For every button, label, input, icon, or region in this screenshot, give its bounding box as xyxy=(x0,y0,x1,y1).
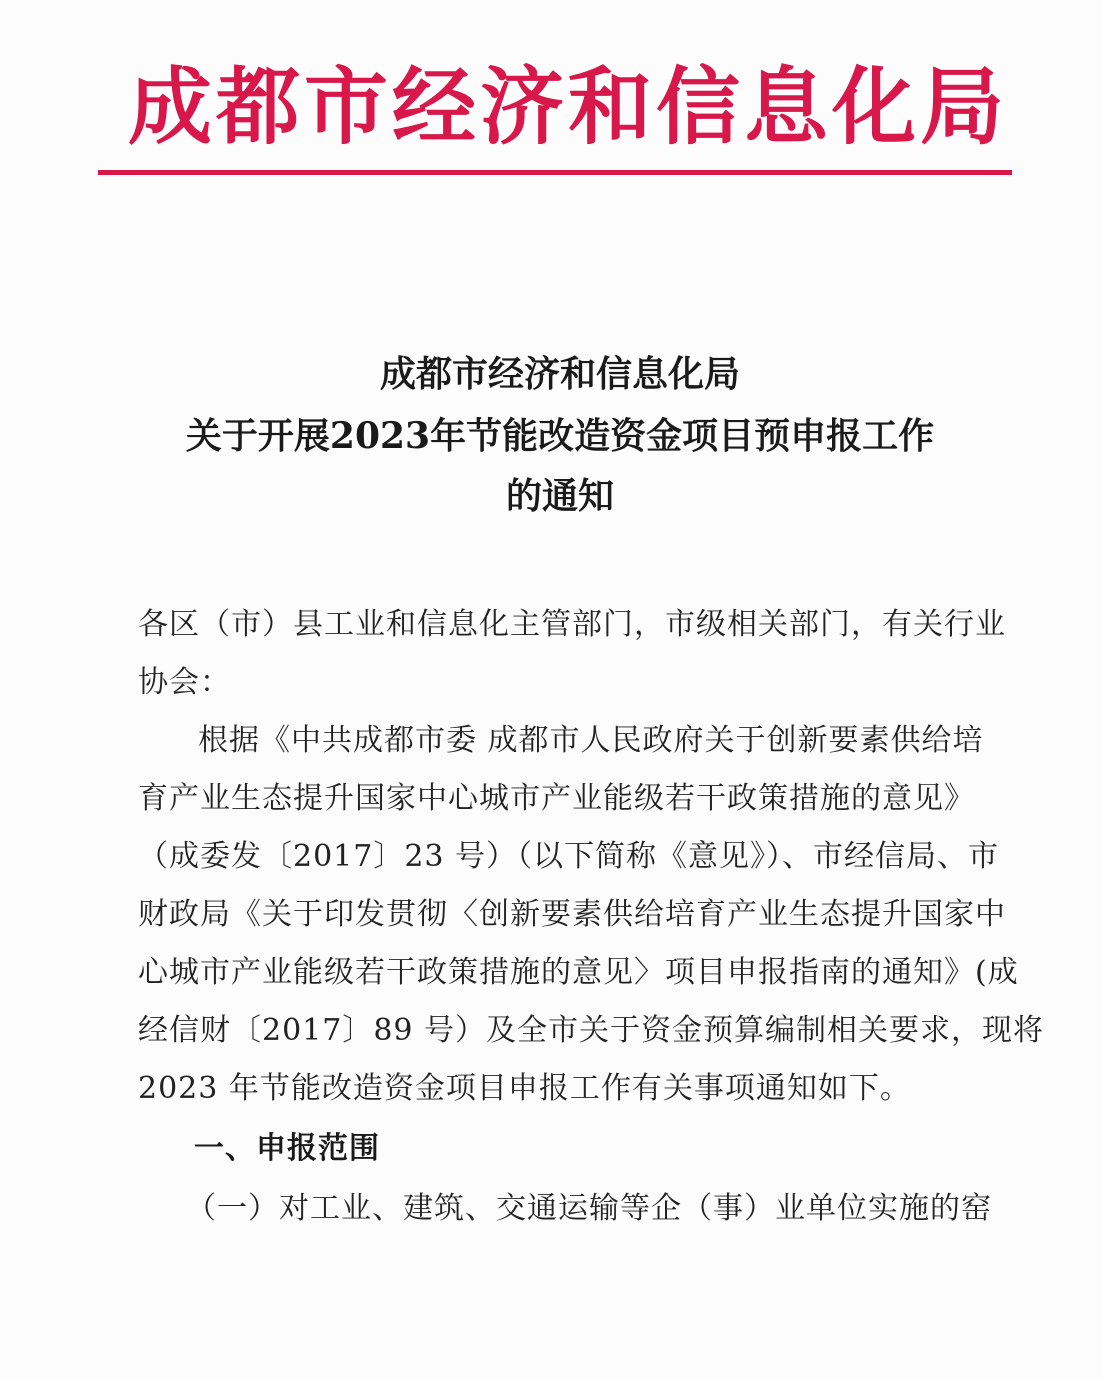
title-line-2: 关于开展2023年节能改造资金项目预申报工作 xyxy=(185,415,935,457)
title-line-1: 成都市经济和信息化局 xyxy=(379,353,740,395)
body-line: 协会： xyxy=(138,665,231,700)
body-line: 财政局《关于印发贯彻〈创新要素供给培育产业生态提升国家中 xyxy=(138,897,1006,932)
document-body xyxy=(138,596,1045,1236)
section-first-line: （一）对工业、建筑、交通运输等企（事）业单位实施的窑 xyxy=(186,1191,992,1226)
masthead-red-rule xyxy=(98,170,1012,175)
section-heading: 一、申报范围 xyxy=(194,1131,380,1166)
body-line: 根据《中共成都市委 成都市人民政府关于创新要素供给培 xyxy=(198,723,984,758)
body-line: 各区（市）县工业和信息化主管部门，市级相关部门，有关行业 xyxy=(138,607,1006,642)
body-line: 心城市产业能级若干政策措施的意见〉项目申报指南的通知》(成 xyxy=(138,955,1019,990)
body-line: 育产业生态提升国家中心城市产业能级若干政策措施的意见》 xyxy=(138,781,975,816)
body-line: 经信财〔2017〕89 号）及全市关于资金预算编制相关要求，现将 xyxy=(138,1013,1045,1048)
body-line: 2023 年节能改造资金项目申报工作有关事项通知如下。 xyxy=(138,1071,911,1106)
body-line: （成委发〔2017〕23 号）（以下简称《意见》）、市经信局、市 xyxy=(138,839,1000,874)
title-line-3: 的通知 xyxy=(505,475,614,517)
masthead-org-name: 成都市经济和信息化局 xyxy=(128,57,1009,156)
